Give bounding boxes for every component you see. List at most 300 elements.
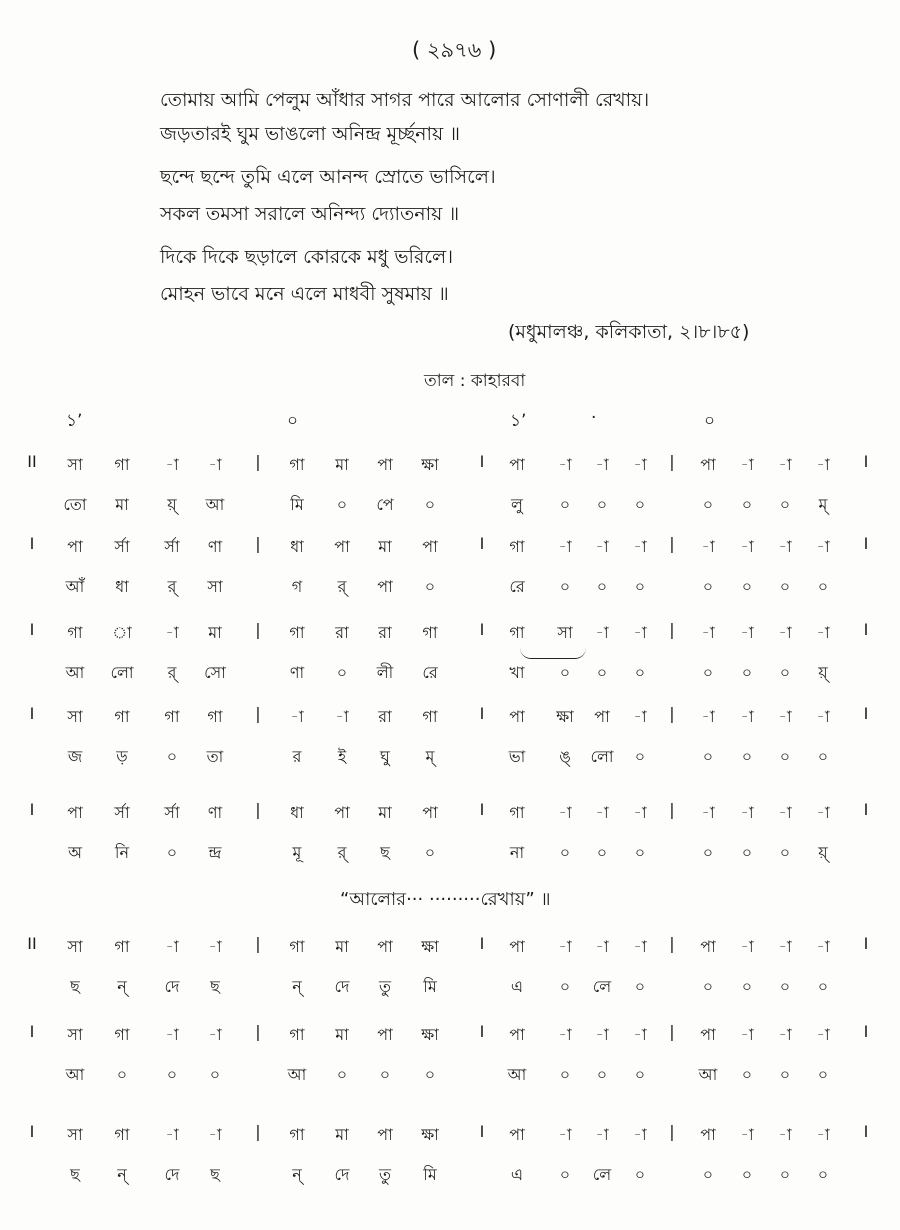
- syllable-cell: ০: [817, 577, 829, 596]
- swara-cell: পা: [700, 937, 716, 956]
- syllable-cell: ০: [424, 843, 436, 862]
- swara-cell: |: [669, 800, 675, 819]
- swara-cell: গা: [422, 707, 438, 726]
- swara-cell: -া: [740, 455, 754, 474]
- swara-cell: সা: [67, 1025, 83, 1044]
- swara-cell: গা: [509, 537, 525, 556]
- syllable-cell: ই: [337, 747, 347, 766]
- syllable-cell: ০: [779, 1165, 791, 1184]
- swara-cell: |: [669, 620, 675, 639]
- swara-row-7: [0, 1022, 900, 1052]
- swara-cell: সা: [67, 455, 83, 474]
- swara-row-4: [0, 704, 900, 734]
- swara-cell: সা: [557, 623, 573, 642]
- syllable-cell: য়্: [167, 495, 177, 514]
- swara-cell: -া: [633, 707, 647, 726]
- swara-cell: -া: [290, 707, 304, 726]
- swara-cell: -া: [778, 537, 792, 556]
- syllable-cell: ০: [817, 1165, 829, 1184]
- swara-cell: পা: [509, 707, 525, 726]
- syllable-cell: ০: [779, 977, 791, 996]
- syllable-cell: ০: [779, 843, 791, 862]
- swara-cell: -া: [208, 455, 222, 474]
- swara-cell: ণা: [207, 803, 223, 822]
- swara-row-3: [0, 620, 900, 650]
- swara-cell: -া: [595, 623, 609, 642]
- swara-cell: গা: [289, 1025, 305, 1044]
- swara-row-8: [0, 1122, 900, 1152]
- syllable-cell: ০: [559, 977, 571, 996]
- swara-cell: সা: [67, 707, 83, 726]
- syllable-cell: অ: [68, 843, 82, 862]
- syllable-cell: ০: [596, 663, 608, 682]
- swara-cell: গা: [207, 707, 223, 726]
- swara-cell: ণা: [207, 537, 223, 556]
- swara-cell: সা: [67, 1125, 83, 1144]
- swara-cell: পা: [67, 537, 83, 556]
- syllable-cell: আঁ: [65, 577, 85, 596]
- swara-cell: -া: [208, 937, 222, 956]
- swara-cell: র্সা: [114, 803, 130, 822]
- swara-cell: -া: [208, 1025, 222, 1044]
- swara-cell: -া: [740, 623, 754, 642]
- syllable-cell: ০: [702, 663, 714, 682]
- syllable-cell: ০: [702, 747, 714, 766]
- swara-cell: -া: [816, 1025, 830, 1044]
- swara-cell: ক্ষা: [421, 937, 439, 956]
- swara-cell: I: [479, 534, 485, 553]
- swara-row-1: [0, 452, 900, 482]
- syllable-cell: ০: [741, 1165, 753, 1184]
- syllable-cell: দে: [164, 977, 180, 996]
- beat-mark-5: ০: [704, 411, 716, 431]
- syllable-cell: ০: [424, 577, 436, 596]
- syllable-cell: গ: [291, 577, 303, 596]
- syllable-cell: ০: [702, 1165, 714, 1184]
- swara-cell: -া: [778, 455, 792, 474]
- swara-cell: গা: [509, 803, 525, 822]
- swara-cell: -া: [701, 707, 715, 726]
- beat-mark-1: ১ʼ: [66, 411, 83, 431]
- swara-cell: -া: [165, 623, 179, 642]
- swara-cell: ক্ষা: [556, 707, 574, 726]
- syllable-cell: ০: [209, 1065, 221, 1084]
- swara-cell: -া: [816, 1125, 830, 1144]
- swara-cell: পা: [594, 707, 610, 726]
- syllable-cell: ০: [559, 843, 571, 862]
- swara-cell: গা: [114, 937, 130, 956]
- swara-cell: I: [863, 1122, 869, 1141]
- swara-cell: -া: [701, 537, 715, 556]
- swara-cell: রা: [335, 623, 349, 642]
- syllable-cell: ০: [596, 843, 608, 862]
- syllable-cell: রে: [422, 663, 438, 682]
- swara-cell: I: [479, 934, 485, 953]
- swara-cell: -া: [558, 1125, 572, 1144]
- swara-cell: I: [863, 934, 869, 953]
- syllable-cell: আ: [65, 1065, 85, 1084]
- syllable-cell: ০: [817, 977, 829, 996]
- syllable-cell: ০: [634, 577, 646, 596]
- lyric-line-5: দিকে দিকে ছড়ালে কোরকে মধু ভরিলে।: [160, 246, 453, 268]
- swara-cell: I: [29, 1122, 35, 1141]
- swara-cell: -া: [558, 803, 572, 822]
- syllable-cell: পে: [376, 495, 394, 514]
- swara-cell: -া: [595, 455, 609, 474]
- swara-cell: -া: [778, 937, 792, 956]
- syllable-cell: ঙ্: [559, 747, 571, 766]
- syllable-cell: য়্: [818, 843, 828, 862]
- syllable-cell: ০: [559, 495, 571, 514]
- syllable-cell: সো: [204, 663, 226, 682]
- swara-cell: সা: [67, 937, 83, 956]
- syllable-cell: তো: [63, 495, 87, 514]
- syllable-cell: ০: [741, 495, 753, 514]
- syllable-cell: ০: [634, 1165, 646, 1184]
- swara-cell: I: [863, 534, 869, 553]
- swara-cell: |: [255, 534, 261, 553]
- syllable-cell: ০: [741, 577, 753, 596]
- swara-cell: মা: [335, 1125, 349, 1144]
- swara-cell: পা: [334, 537, 350, 556]
- swara-cell: -া: [778, 1025, 792, 1044]
- swara-cell: পা: [377, 937, 393, 956]
- syllable-cell: ০: [741, 1065, 753, 1084]
- syllable-cell: ০: [779, 663, 791, 682]
- swara-cell: গা: [114, 1025, 130, 1044]
- syllable-cell: র্: [337, 577, 347, 596]
- swara-cell: II: [27, 934, 37, 953]
- syllable-cell: র্: [167, 577, 177, 596]
- swara-cell: গা: [509, 623, 525, 642]
- swara-cell: ক্ষা: [421, 1125, 439, 1144]
- syllable-cell: ০: [559, 577, 571, 596]
- syllable-cell: ণা: [289, 663, 305, 682]
- syllable-cell: ০: [741, 747, 753, 766]
- swara-cell: I: [863, 620, 869, 639]
- syllable-cell: ০: [424, 1065, 436, 1084]
- syllable-cell: ০: [741, 843, 753, 862]
- swara-cell: পা: [700, 455, 716, 474]
- syllable-cell: ০: [424, 495, 436, 514]
- syllable-cell: লো: [110, 663, 134, 682]
- syllable-cell: ০: [634, 843, 646, 862]
- swara-cell: পা: [422, 537, 438, 556]
- swara-cell: -া: [740, 937, 754, 956]
- syllable-cell: ০: [817, 1065, 829, 1084]
- syllable-cell: দে: [164, 1165, 180, 1184]
- syllable-cell: র: [292, 747, 302, 766]
- syllable-cell: ভা: [508, 747, 526, 766]
- swara-cell: -া: [740, 1125, 754, 1144]
- syllable-cell: ছ: [210, 977, 220, 996]
- syllable-cell: ০: [166, 843, 178, 862]
- syllable-cell: না: [509, 843, 525, 862]
- swara-cell: -া: [740, 803, 754, 822]
- syllable-cell: ০: [596, 1065, 608, 1084]
- syllable-cell: আ: [507, 1065, 527, 1084]
- swara-cell: |: [255, 934, 261, 953]
- swara-cell: মা: [335, 937, 349, 956]
- swara-cell: |: [669, 1122, 675, 1141]
- syllable-cell: আ: [205, 495, 225, 514]
- swara-cell: -া: [816, 803, 830, 822]
- syllable-row-6: [0, 974, 900, 1004]
- swara-cell: পা: [377, 1025, 393, 1044]
- syllable-cell: আ: [65, 663, 85, 682]
- syllable-cell: তু: [378, 977, 392, 996]
- syllable-cell: লো: [590, 747, 614, 766]
- swara-cell: -া: [816, 707, 830, 726]
- syllable-cell: মি: [423, 977, 437, 996]
- syllable-cell: এ: [510, 1165, 524, 1184]
- swara-cell: -া: [740, 1025, 754, 1044]
- swara-cell: গা: [67, 623, 83, 642]
- swara-cell: |: [255, 704, 261, 723]
- beat-mark-4: ·: [591, 408, 597, 428]
- source-citation: (মধুমালঞ্চ, কলিকাতা, ২।৮।৮৫): [508, 321, 750, 343]
- syllable-cell: ০: [559, 663, 571, 682]
- syllable-cell: ০: [634, 663, 646, 682]
- beat-mark-3: ১ʼ: [510, 411, 527, 431]
- swara-cell: গা: [164, 707, 180, 726]
- syllable-cell: রে: [509, 577, 525, 596]
- syllable-cell: ন্: [292, 977, 302, 996]
- swara-cell: পা: [334, 803, 350, 822]
- swara-cell: পা: [509, 455, 525, 474]
- refrain-text: “আলোর··· ·········রেখায়” ॥: [340, 889, 551, 910]
- syllable-cell: লু: [511, 495, 523, 514]
- swara-cell: -া: [816, 937, 830, 956]
- swara-cell: -া: [558, 937, 572, 956]
- syllable-cell: ০: [779, 495, 791, 514]
- swara-cell: I: [863, 452, 869, 471]
- syllable-cell: ০: [116, 1065, 128, 1084]
- syllable-cell: ধা: [115, 577, 129, 596]
- beat-mark-2: ০: [287, 411, 299, 431]
- syllable-cell: পা: [377, 577, 393, 596]
- swara-cell: -া: [208, 1125, 222, 1144]
- syllable-cell: ০: [634, 747, 646, 766]
- swara-cell: I: [479, 704, 485, 723]
- syllable-cell: ন্: [117, 977, 127, 996]
- syllable-cell: ন্: [117, 1165, 127, 1184]
- syllable-row-8: [0, 1162, 900, 1192]
- swara-cell: মা: [335, 455, 349, 474]
- swara-cell: I: [29, 1022, 35, 1041]
- swara-cell: |: [669, 452, 675, 471]
- swara-cell: ক্ষা: [421, 455, 439, 474]
- swara-cell: গা: [289, 1125, 305, 1144]
- swara-cell: পা: [509, 937, 525, 956]
- swara-cell: -া: [595, 1125, 609, 1144]
- syllable-cell: ড়: [116, 747, 128, 766]
- syllable-cell: ছ: [380, 843, 390, 862]
- swara-cell: I: [863, 800, 869, 819]
- swara-cell: র্সা: [164, 803, 180, 822]
- swara-cell: II: [27, 452, 37, 471]
- syllable-cell: ছ: [70, 1165, 80, 1184]
- swara-cell: া: [112, 623, 132, 642]
- swara-cell: পা: [700, 1025, 716, 1044]
- syllable-cell: নি: [114, 843, 130, 862]
- syllable-cell: তা: [206, 747, 224, 766]
- syllable-cell: ০: [779, 1065, 791, 1084]
- swara-cell: র্সা: [114, 537, 130, 556]
- swara-cell: -া: [633, 1025, 647, 1044]
- page-number: ( ২৯৭৬ ): [412, 38, 497, 62]
- swara-cell: -া: [558, 1025, 572, 1044]
- swara-cell: -া: [816, 455, 830, 474]
- swara-cell: পা: [422, 803, 438, 822]
- swara-cell: I: [479, 620, 485, 639]
- swara-cell: |: [255, 1022, 261, 1041]
- swara-cell: |: [255, 620, 261, 639]
- swara-cell: মা: [208, 623, 222, 642]
- syllable-cell: ন্দ্র: [208, 843, 222, 862]
- swara-cell: I: [29, 620, 35, 639]
- swara-cell: I: [479, 452, 485, 471]
- swara-cell: -া: [778, 623, 792, 642]
- swara-cell: পা: [700, 1125, 716, 1144]
- slur-mark: [520, 648, 586, 659]
- syllable-cell: জ: [67, 747, 83, 766]
- swara-row-6: [0, 934, 900, 964]
- syllable-cell: খা: [509, 663, 525, 682]
- syllable-cell: ০: [336, 663, 348, 682]
- swara-cell: পা: [509, 1125, 525, 1144]
- lyric-line-3: ছন্দে ছন্দে তুমি এলে আনন্দ স্রোতে ভাসিলে।: [160, 166, 496, 188]
- swara-cell: মা: [335, 1025, 349, 1044]
- swara-cell: ধা: [290, 537, 304, 556]
- syllable-cell: ছ: [210, 1165, 220, 1184]
- syllable-cell: দে: [334, 1165, 350, 1184]
- syllable-cell: ন্: [292, 1165, 302, 1184]
- swara-cell: -া: [633, 455, 647, 474]
- swara-cell: -া: [778, 1125, 792, 1144]
- swara-cell: -া: [778, 707, 792, 726]
- syllable-row-1: [0, 492, 900, 522]
- swara-cell: |: [255, 800, 261, 819]
- syllable-cell: এ: [510, 977, 524, 996]
- swara-cell: |: [255, 452, 261, 471]
- swara-cell: -া: [633, 803, 647, 822]
- syllable-cell: লী: [376, 663, 394, 682]
- swara-cell: -া: [595, 937, 609, 956]
- swara-cell: -া: [165, 1025, 179, 1044]
- syllable-cell: আ: [287, 1065, 307, 1084]
- swara-cell: |: [669, 534, 675, 553]
- swara-cell: |: [669, 934, 675, 953]
- swara-cell: পা: [377, 1125, 393, 1144]
- swara-cell: গা: [422, 623, 438, 642]
- syllable-cell: ঘু: [380, 747, 390, 766]
- swara-cell: -া: [740, 537, 754, 556]
- taal-label: তাল : কাহারবা: [424, 371, 526, 391]
- syllable-cell: মি: [290, 495, 304, 514]
- syllable-cell: ০: [336, 1065, 348, 1084]
- syllable-cell: ০: [559, 1065, 571, 1084]
- syllable-cell: ০: [166, 1065, 178, 1084]
- syllable-cell: মূ: [292, 843, 302, 862]
- swara-cell: -া: [165, 455, 179, 474]
- syllable-cell: ০: [702, 843, 714, 862]
- swara-cell: -া: [816, 623, 830, 642]
- syllable-cell: ০: [596, 577, 608, 596]
- swara-cell: |: [669, 1022, 675, 1041]
- swara-cell: -া: [165, 937, 179, 956]
- syllable-cell: ০: [596, 495, 608, 514]
- syllable-cell: ম্: [818, 495, 828, 514]
- syllable-cell: ০: [702, 495, 714, 514]
- syllable-cell: ছ: [70, 977, 80, 996]
- swara-cell: পা: [509, 1025, 525, 1044]
- swara-cell: রা: [378, 707, 392, 726]
- swara-cell: ধা: [290, 803, 304, 822]
- swara-row-5: [0, 800, 900, 830]
- lyric-line-4: সকল তমসা সরালে অনিন্দ্য দ্যোতনায় ॥: [160, 203, 460, 225]
- syllable-cell: আ: [698, 1065, 718, 1084]
- swara-cell: -া: [816, 537, 830, 556]
- syllable-cell: ম্: [425, 747, 435, 766]
- swara-cell: I: [863, 704, 869, 723]
- syllable-row-3: [0, 660, 900, 690]
- syllable-cell: ০: [559, 1165, 571, 1184]
- swara-cell: I: [479, 1122, 485, 1141]
- swara-cell: -া: [558, 537, 572, 556]
- syllable-cell: ০: [634, 1065, 646, 1084]
- swara-cell: I: [479, 1022, 485, 1041]
- syllable-cell: ০: [634, 495, 646, 514]
- swara-cell: I: [29, 704, 35, 723]
- swara-cell: গা: [114, 1125, 130, 1144]
- lyric-line-6: মোহন ভাবে মনে এলে মাধবী সুষমায় ॥: [160, 283, 449, 305]
- syllable-cell: য়্: [818, 663, 828, 682]
- syllable-cell: ০: [779, 747, 791, 766]
- syllable-cell: ০: [779, 577, 791, 596]
- syllable-cell: মি: [423, 1165, 437, 1184]
- swara-cell: -া: [740, 707, 754, 726]
- syllable-cell: সা: [207, 577, 223, 596]
- syllable-cell: র্: [167, 663, 177, 682]
- syllable-cell: ০: [741, 977, 753, 996]
- swara-cell: পা: [377, 455, 393, 474]
- syllable-row-4: [0, 744, 900, 774]
- swara-cell: রা: [378, 623, 392, 642]
- swara-cell: |: [255, 1122, 261, 1141]
- swara-row-2: [0, 534, 900, 564]
- lyric-line-2: জড়তারই ঘুম ভাঙলো অনিন্দ্র মূর্চ্ছনায় ॥: [160, 123, 460, 145]
- swara-cell: গা: [114, 707, 130, 726]
- syllable-row-7: [0, 1062, 900, 1092]
- swara-cell: -া: [165, 1125, 179, 1144]
- swara-cell: গা: [289, 623, 305, 642]
- syllable-cell: ০: [336, 495, 348, 514]
- lyric-line-1: তোমায় আমি পেলুম আঁধার সাগর পারে আলোর সোণালী রেখায়।: [160, 89, 650, 111]
- syllable-cell: ০: [166, 747, 178, 766]
- swara-cell: -া: [633, 537, 647, 556]
- swara-cell: -া: [633, 1125, 647, 1144]
- swara-cell: I: [29, 534, 35, 553]
- swara-cell: I: [479, 800, 485, 819]
- swara-cell: -া: [778, 803, 792, 822]
- swara-cell: -া: [595, 1025, 609, 1044]
- swara-cell: গা: [289, 455, 305, 474]
- swara-cell: -া: [595, 803, 609, 822]
- swara-cell: পা: [67, 803, 83, 822]
- swara-cell: -া: [633, 937, 647, 956]
- syllable-cell: ০: [634, 977, 646, 996]
